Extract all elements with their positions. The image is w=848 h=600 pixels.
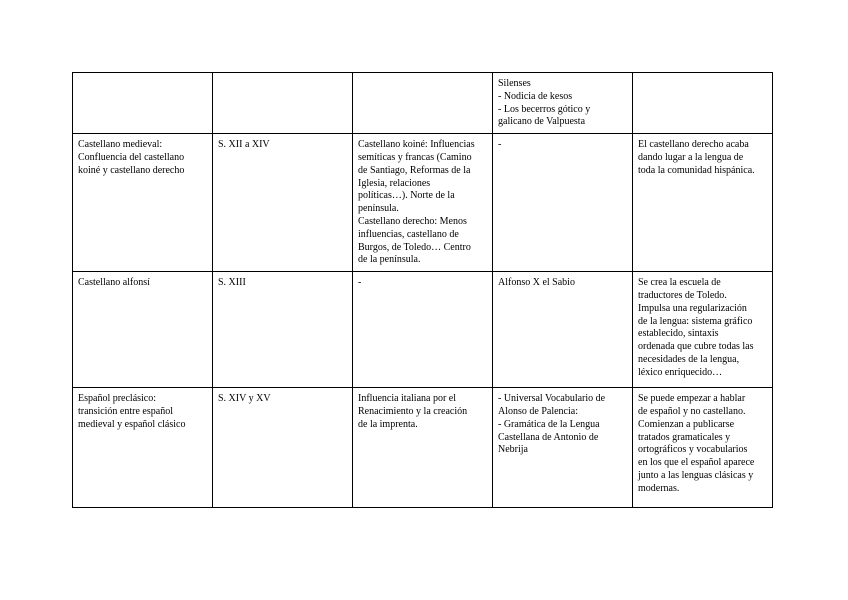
table-cell-notes: [633, 272, 773, 388]
cell-text-line: S. XIV y XV: [218, 393, 271, 405]
cell-text-line: Se crea la escuela de: [638, 277, 721, 289]
table-cell-period: [73, 73, 213, 134]
cell-text-line: ordenada que cubre todas las: [638, 341, 754, 353]
cell-text-line: Iglesia, relaciones: [358, 177, 431, 189]
table-row: [73, 73, 773, 134]
cell-text-line: políticas…). Norte de la: [358, 190, 455, 202]
table-cell-characteristics: [353, 134, 493, 272]
cell-text-line: toda la comunidad hispánica.: [638, 164, 755, 176]
table-cell-period: [73, 272, 213, 388]
cell-text-line: ortográficos y vocabularios: [638, 444, 748, 456]
cell-text-line: El castellano derecho acaba: [638, 139, 749, 151]
cell-text-line: tratados gramaticales y: [638, 431, 731, 443]
cell-text-line: Renacimiento y la creación: [358, 405, 468, 417]
table-cell-period: [73, 134, 213, 272]
cell-text-line: influencias, castellano de: [358, 228, 459, 240]
cell-text-line: necesidades de la lengua,: [638, 353, 740, 365]
cell-text-line: de la imprenta.: [358, 418, 418, 430]
cell-text-line: de Santiago, Reformas de la: [358, 164, 471, 176]
cell-text-line: semíticas y francas (Camino: [358, 151, 472, 163]
table-cell-notes: [633, 73, 773, 134]
table-cell-century: [213, 134, 353, 272]
cell-text-line: dando lugar a la lengua de: [638, 151, 744, 163]
table-cell-works: [493, 388, 633, 508]
table-cell-characteristics: [353, 73, 493, 134]
cell-text-line: Comienzan a publicarse: [638, 418, 735, 430]
cell-text-line: koiné y castellano derecho: [78, 164, 185, 176]
cell-text-line: en los que el español aparece: [638, 457, 755, 469]
cell-text-line: - Universal Vocabulario de: [498, 393, 606, 405]
cell-text-line: Alfonso X el Sabio: [498, 277, 575, 289]
cell-text-line: modernas.: [638, 482, 680, 494]
cell-text-line: península.: [358, 203, 399, 215]
table-cell-period: [73, 388, 213, 508]
cell-text-line: Castellana de Antonio de: [498, 431, 599, 443]
cell-text-line: Silenses: [498, 78, 531, 89]
table-cell-century: [213, 272, 353, 388]
table-cell-notes: [633, 134, 773, 272]
cell-text-line: Nebrija: [498, 444, 528, 456]
cell-text-line: galicano de Valpuesta: [498, 116, 586, 128]
cell-text-line: - Gramática de la Lengua: [498, 418, 600, 430]
cell-text-line: traductores de Toledo.: [638, 289, 727, 301]
cell-text-line: transición entre español: [78, 405, 173, 417]
cell-text-line: de español y no castellano.: [638, 405, 746, 417]
cell-text-line: léxico enriquecido…: [638, 366, 723, 378]
table-cell-characteristics: [353, 272, 493, 388]
cell-text-line: medieval y español clásico: [78, 418, 186, 430]
cell-text-line: -: [498, 139, 502, 151]
cell-text-line: de la lengua: sistema gráfico: [638, 315, 753, 327]
table-cell-works: [493, 134, 633, 272]
cell-text-line: Castellano alfonsí: [78, 277, 150, 289]
cell-text-line: Castellano medieval:: [78, 139, 163, 151]
table-cell-works: [493, 272, 633, 388]
cell-text-line: Se puede empezar a hablar: [638, 393, 746, 405]
cell-text-line: -: [358, 277, 362, 289]
table-cell-works: [493, 73, 633, 134]
cell-text-line: Confluencia del castellano: [78, 151, 185, 163]
cell-text-line: Castellano derecho: Menos: [358, 215, 467, 227]
cell-text-line: - Nodicia de kesos: [498, 90, 573, 102]
cell-text-line: establecido, sintaxis: [638, 328, 719, 340]
cell-text-line: junto a las lenguas clásicas y: [638, 469, 754, 481]
table-row: [73, 272, 773, 388]
table-row: [73, 388, 773, 508]
cell-text-line: de la península.: [358, 254, 421, 266]
cell-text-line: - Los becerros gótico y: [498, 103, 591, 115]
cell-text-line: Alonso de Palencia:: [498, 405, 578, 417]
cell-text-line: Español preclásico:: [78, 393, 157, 405]
history-table: [72, 72, 773, 508]
table-cell-characteristics: [353, 388, 493, 508]
cell-text-line: Impulsa una regularización: [638, 302, 747, 314]
cell-text-line: Castellano koiné: Influencias: [358, 139, 475, 151]
cell-text-line: S. XIII: [218, 277, 246, 289]
table-cell-century: [213, 73, 353, 134]
table-cell-notes: [633, 388, 773, 508]
cell-text-line: S. XII a XIV: [218, 139, 270, 151]
cell-text-line: Influencia italiana por el: [358, 393, 457, 405]
table-body: [73, 73, 773, 508]
cell-text-line: Burgos, de Toledo… Centro: [358, 241, 471, 253]
table-cell-century: [213, 388, 353, 508]
table-row: [73, 134, 773, 272]
